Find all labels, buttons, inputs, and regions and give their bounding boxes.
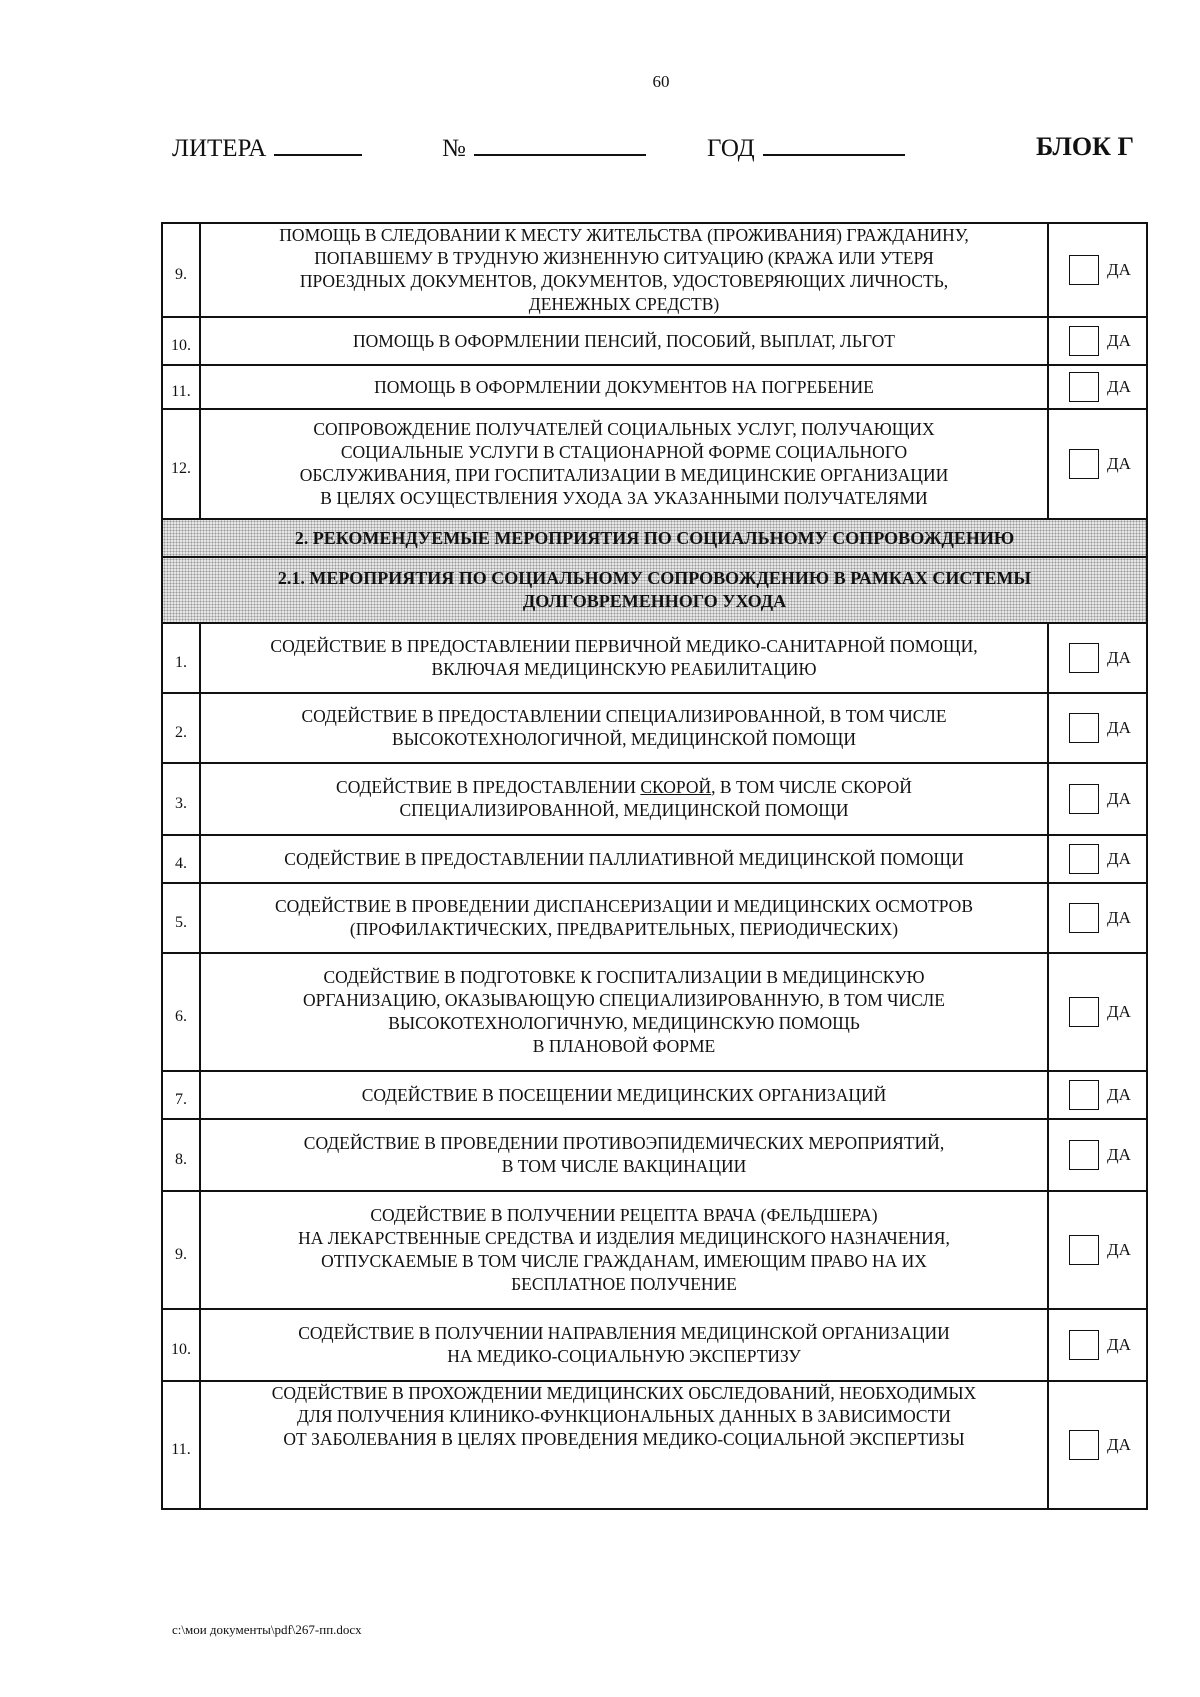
yes-checkbox[interactable] xyxy=(1069,713,1099,743)
row-description-line: ОТ ЗАБОЛЕВАНИЯ В ЦЕЛЯХ ПРОВЕДЕНИЯ МЕДИКО-СОЦИАЛЬНОЙ ЭКСПЕРТИЗЫ xyxy=(283,1429,965,1449)
row-number: 7. xyxy=(162,1071,200,1119)
row-number: 11. xyxy=(162,1381,200,1509)
yes-checkbox-label: ДА xyxy=(1107,1240,1131,1259)
row-description-line: В ЦЕЛЯХ ОСУЩЕСТВЛЕНИЯ УХОДА ЗА УКАЗАННЫМИ ПОЛУЧАТЕЛЯМИ xyxy=(320,488,928,508)
yes-checkbox-label: ДА xyxy=(1107,260,1131,279)
yes-checkbox-cell xyxy=(1048,1309,1147,1381)
yes-checkbox-label: ДА xyxy=(1107,849,1131,868)
row-description-line: ОРГАНИЗАЦИЮ, ОКАЗЫВАЮЩУЮ СПЕЦИАЛИЗИРОВАННУЮ, В ТОМ ЧИСЛЕ xyxy=(303,990,945,1010)
row-number: 4. xyxy=(162,835,200,883)
number-input-line[interactable] xyxy=(474,132,646,156)
table-row xyxy=(162,953,1147,1071)
yes-checkbox-label: ДА xyxy=(1107,1435,1131,1454)
row-number: 9. xyxy=(162,1191,200,1309)
yes-checkbox-label: ДА xyxy=(1107,377,1131,396)
yes-checkbox-label: ДА xyxy=(1107,1085,1131,1104)
number-field xyxy=(442,132,646,163)
row-description-line: В ТОМ ЧИСЛЕ ВАКЦИНАЦИИ xyxy=(501,1156,747,1176)
yes-checkbox[interactable] xyxy=(1069,903,1099,933)
row-description-line: СПЕЦИАЛИЗИРОВАННОЙ, МЕДИЦИНСКОЙ ПОМОЩИ xyxy=(399,800,849,820)
section-2-1-title-line: 2.1. МЕРОПРИЯТИЯ ПО СОЦИАЛЬНОМУ СОПРОВОЖДЕНИЮ В РАМКАХ СИСТЕМЫ xyxy=(277,568,1032,588)
table-row xyxy=(162,623,1147,693)
table-row xyxy=(162,317,1147,365)
row-description-line: ДЛЯ ПОЛУЧЕНИЯ КЛИНИКО-ФУНКЦИОНАЛЬНЫХ ДАННЫХ В ЗАВИСИМОСТИ xyxy=(297,1406,951,1426)
row-description-line: В ПЛАНОВОЙ ФОРМЕ xyxy=(532,1036,716,1056)
number-label: № xyxy=(442,135,466,162)
yes-checkbox-cell xyxy=(1048,953,1147,1071)
row-number: 10. xyxy=(162,1309,200,1381)
yes-checkbox-label: ДА xyxy=(1107,789,1131,808)
yes-checkbox[interactable] xyxy=(1069,844,1099,874)
yes-checkbox-cell xyxy=(1048,623,1147,693)
yes-checkbox-cell xyxy=(1048,1191,1147,1309)
row-description-line: ВКЛЮЧАЯ МЕДИЦИНСКУЮ РЕАБИЛИТАЦИЮ xyxy=(431,659,817,679)
underlined-word: СКОРОЙ xyxy=(640,777,712,797)
yes-checkbox-label: ДА xyxy=(1107,908,1131,927)
litera-label: ЛИТЕРА xyxy=(172,135,267,162)
litera-field xyxy=(172,132,362,163)
row-description xyxy=(200,1191,1048,1309)
yes-checkbox-label: ДА xyxy=(1107,454,1131,473)
yes-checkbox[interactable] xyxy=(1069,1235,1099,1265)
yes-checkbox[interactable] xyxy=(1069,1140,1099,1170)
row-description xyxy=(200,365,1048,409)
footer-file-path: c:\мои документы\pdf\267-пп.docx xyxy=(172,1622,362,1637)
row-description-line: СОДЕЙСТВИЕ В ПОСЕЩЕНИИ МЕДИЦИНСКИХ ОРГАНИЗАЦИЙ xyxy=(361,1084,887,1105)
row-description-line: СОДЕЙСТВИЕ В ПРОХОЖДЕНИИ МЕДИЦИНСКИХ ОБСЛЕДОВАНИЙ, НЕОБХОДИМЫХ xyxy=(271,1383,977,1403)
row-description xyxy=(200,1309,1048,1381)
table-row xyxy=(162,763,1147,835)
yes-checkbox[interactable] xyxy=(1069,1330,1099,1360)
yes-checkbox-label: ДА xyxy=(1107,718,1131,737)
yes-checkbox-cell xyxy=(1048,1381,1147,1509)
section-2-title: 2. РЕКОМЕНДУЕМЫЕ МЕРОПРИЯТИЯ ПО СОЦИАЛЬНОМУ СОПРОВОЖДЕНИЮ xyxy=(294,527,1015,548)
table-row xyxy=(162,409,1147,519)
table-row xyxy=(162,883,1147,953)
yes-checkbox-label: ДА xyxy=(1107,648,1131,667)
row-description-line: СОДЕЙСТВИЕ В ПРЕДОСТАВЛЕНИИ ПЕРВИЧНОЙ МЕДИКО-САНИТАРНОЙ ПОМОЩИ, xyxy=(270,636,978,656)
row-number: 10. xyxy=(162,317,200,365)
row-number: 11. xyxy=(162,365,200,409)
row-description-line: НА ЛЕКАРСТВЕННЫЕ СРЕДСТВА И ИЗДЕЛИЯ МЕДИЦИНСКОГО НАЗНАЧЕНИЯ, xyxy=(298,1228,950,1248)
row-description xyxy=(200,693,1048,763)
yes-checkbox[interactable] xyxy=(1069,326,1099,356)
row-description-line: ОТПУСКАЕМЫЕ В ТОМ ЧИСЛЕ ГРАЖДАНАМ, ИМЕЮЩИМ ПРАВО НА ИХ xyxy=(321,1251,927,1271)
yes-checkbox[interactable] xyxy=(1069,372,1099,402)
row-description xyxy=(200,835,1048,883)
row-description-line: ОБСЛУЖИВАНИЯ, ПРИ ГОСПИТАЛИЗАЦИИ В МЕДИЦИНСКИЕ ОРГАНИЗАЦИИ xyxy=(299,465,949,485)
row-number: 9. xyxy=(162,223,200,317)
block-label: БЛОК Г xyxy=(1035,132,1134,161)
yes-checkbox-cell xyxy=(1048,763,1147,835)
section-2-1-title-line: ДОЛГОВРЕМЕННОГО УХОДА xyxy=(522,591,787,611)
yes-checkbox-label: ДА xyxy=(1107,331,1131,350)
row-description-line: СОДЕЙСТВИЕ В ПРЕДОСТАВЛЕНИИ СПЕЦИАЛИЗИРОВАННОЙ, В ТОМ ЧИСЛЕ xyxy=(301,706,947,726)
yes-checkbox-cell xyxy=(1048,223,1147,317)
row-description-line: ДЕНЕЖНЫХ СРЕДСТВ) xyxy=(528,294,720,314)
table-row xyxy=(162,1381,1147,1509)
form-header xyxy=(172,132,1134,166)
row-description-line: СОЦИАЛЬНЫЕ УСЛУГИ В СТАЦИОНАРНОЙ ФОРМЕ СОЦИАЛЬНОГО xyxy=(340,442,908,462)
row-description-line: НА МЕДИКО-СОЦИАЛЬНУЮ ЭКСПЕРТИЗУ xyxy=(447,1346,801,1366)
row-description-line: СОДЕЙСТВИЕ В ПОЛУЧЕНИИ РЕЦЕПТА ВРАЧА (ФЕЛЬДШЕРА) xyxy=(370,1205,878,1225)
yes-checkbox[interactable] xyxy=(1069,1080,1099,1110)
table-row xyxy=(162,1119,1147,1191)
row-description-line: СОПРОВОЖДЕНИЕ ПОЛУЧАТЕЛЕЙ СОЦИАЛЬНЫХ УСЛУГ, ПОЛУЧАЮЩИХ xyxy=(313,419,935,439)
yes-checkbox-label: ДА xyxy=(1107,1002,1131,1021)
yes-checkbox-cell xyxy=(1048,693,1147,763)
row-description xyxy=(200,317,1048,365)
yes-checkbox-cell xyxy=(1048,883,1147,953)
row-description-line: ВЫСОКОТЕХНОЛОГИЧНОЙ, МЕДИЦИНСКОЙ ПОМОЩИ xyxy=(392,729,856,749)
row-description xyxy=(200,763,1048,835)
row-number: 3. xyxy=(162,763,200,835)
table-row xyxy=(162,693,1147,763)
row-description-line: ВЫСОКОТЕХНОЛОГИЧНУЮ, МЕДИЦИНСКУЮ ПОМОЩЬ xyxy=(388,1013,860,1033)
row-description-line: СОДЕЙСТВИЕ В ПРОВЕДЕНИИ ПРОТИВОЭПИДЕМИЧЕСКИХ МЕРОПРИЯТИЙ, xyxy=(303,1133,945,1153)
row-description-line: ПОМОЩЬ В СЛЕДОВАНИИ К МЕСТУ ЖИТЕЛЬСТВА (ПРОЖИВАНИЯ) ГРАЖДАНИНУ, xyxy=(279,225,969,245)
row-description-line: БЕСПЛАТНОЕ ПОЛУЧЕНИЕ xyxy=(511,1274,737,1294)
row-description xyxy=(200,223,1048,317)
yes-checkbox-cell xyxy=(1048,835,1147,883)
row-number: 1. xyxy=(162,623,200,693)
row-description xyxy=(200,883,1048,953)
litera-input-line[interactable] xyxy=(274,132,362,156)
row-description-line: ПРОЕЗДНЫХ ДОКУМЕНТОВ, ДОКУМЕНТОВ, УДОСТОВЕРЯЮЩИХ ЛИЧНОСТЬ, xyxy=(299,271,949,291)
yes-checkbox[interactable] xyxy=(1069,643,1099,673)
yes-checkbox[interactable] xyxy=(1069,997,1099,1027)
services-table xyxy=(161,222,1148,1510)
row-description-line: СОДЕЙСТВИЕ В ПОДГОТОВКЕ К ГОСПИТАЛИЗАЦИИ В МЕДИЦИНСКУЮ xyxy=(323,967,925,987)
row-number: 8. xyxy=(162,1119,200,1191)
row-description xyxy=(200,1071,1048,1119)
yes-checkbox[interactable] xyxy=(1069,784,1099,814)
year-label: ГОД xyxy=(707,135,755,162)
yes-checkbox-cell xyxy=(1048,1071,1147,1119)
yes-checkbox-cell xyxy=(1048,409,1147,519)
yes-checkbox-label: ДА xyxy=(1107,1145,1131,1164)
row-description xyxy=(200,1381,1048,1509)
yes-checkbox-cell xyxy=(1048,317,1147,365)
row-number: 6. xyxy=(162,953,200,1071)
row-description-line: СОДЕЙСТВИЕ В ПРЕДОСТАВЛЕНИИ ПАЛЛИАТИВНОЙ МЕДИЦИНСКОЙ ПОМОЩИ xyxy=(284,848,964,869)
year-field xyxy=(707,132,905,163)
yes-checkbox[interactable] xyxy=(1069,255,1099,285)
yes-checkbox[interactable] xyxy=(1069,1430,1099,1460)
table-row xyxy=(162,1309,1147,1381)
section-2-row xyxy=(162,519,1147,557)
table-row xyxy=(162,1071,1147,1119)
yes-checkbox-cell xyxy=(1048,365,1147,409)
row-number: 5. xyxy=(162,883,200,953)
row-description-line: СОДЕЙСТВИЕ В ПРОВЕДЕНИИ ДИСПАНСЕРИЗАЦИИ И МЕДИЦИНСКИХ ОСМОТРОВ xyxy=(275,896,973,916)
row-description-line: СОДЕЙСТВИЕ В ПОЛУЧЕНИИ НАПРАВЛЕНИЯ МЕДИЦИНСКОЙ ОРГАНИЗАЦИИ xyxy=(298,1323,950,1343)
row-description-line: ПОМОЩЬ В ОФОРМЛЕНИИ ПЕНСИЙ, ПОСОБИЙ, ВЫПЛАТ, ЛЬГОТ xyxy=(353,330,895,351)
row-description xyxy=(200,1119,1048,1191)
row-description xyxy=(200,409,1048,519)
table-row xyxy=(162,223,1147,317)
row-description xyxy=(200,953,1048,1071)
row-description-line: СОДЕЙСТВИЕ В ПРЕДОСТАВЛЕНИИ СКОРОЙ, В ТОМ ЧИСЛЕ СКОРОЙ xyxy=(336,777,912,797)
table-row xyxy=(162,1191,1147,1309)
yes-checkbox[interactable] xyxy=(1069,449,1099,479)
page-number: 60 xyxy=(652,72,670,91)
yes-checkbox-label: ДА xyxy=(1107,1335,1131,1354)
row-number: 12. xyxy=(162,409,200,519)
table-row xyxy=(162,365,1147,409)
table-row xyxy=(162,835,1147,883)
year-input-line[interactable] xyxy=(763,132,905,156)
yes-checkbox-cell xyxy=(1048,1119,1147,1191)
section-2-1-row xyxy=(162,557,1147,623)
row-description-line: (ПРОФИЛАКТИЧЕСКИХ, ПРЕДВАРИТЕЛЬНЫХ, ПЕРИОДИЧЕСКИХ) xyxy=(349,919,899,939)
row-description-line: ПОМОЩЬ В ОФОРМЛЕНИИ ДОКУМЕНТОВ НА ПОГРЕБЕНИЕ xyxy=(374,376,874,397)
row-description xyxy=(200,623,1048,693)
row-number: 2. xyxy=(162,693,200,763)
row-description-line: ПОПАВШЕМУ В ТРУДНУЮ ЖИЗНЕННУЮ СИТУАЦИЮ (КРАЖА ИЛИ УТЕРЯ xyxy=(314,248,934,268)
